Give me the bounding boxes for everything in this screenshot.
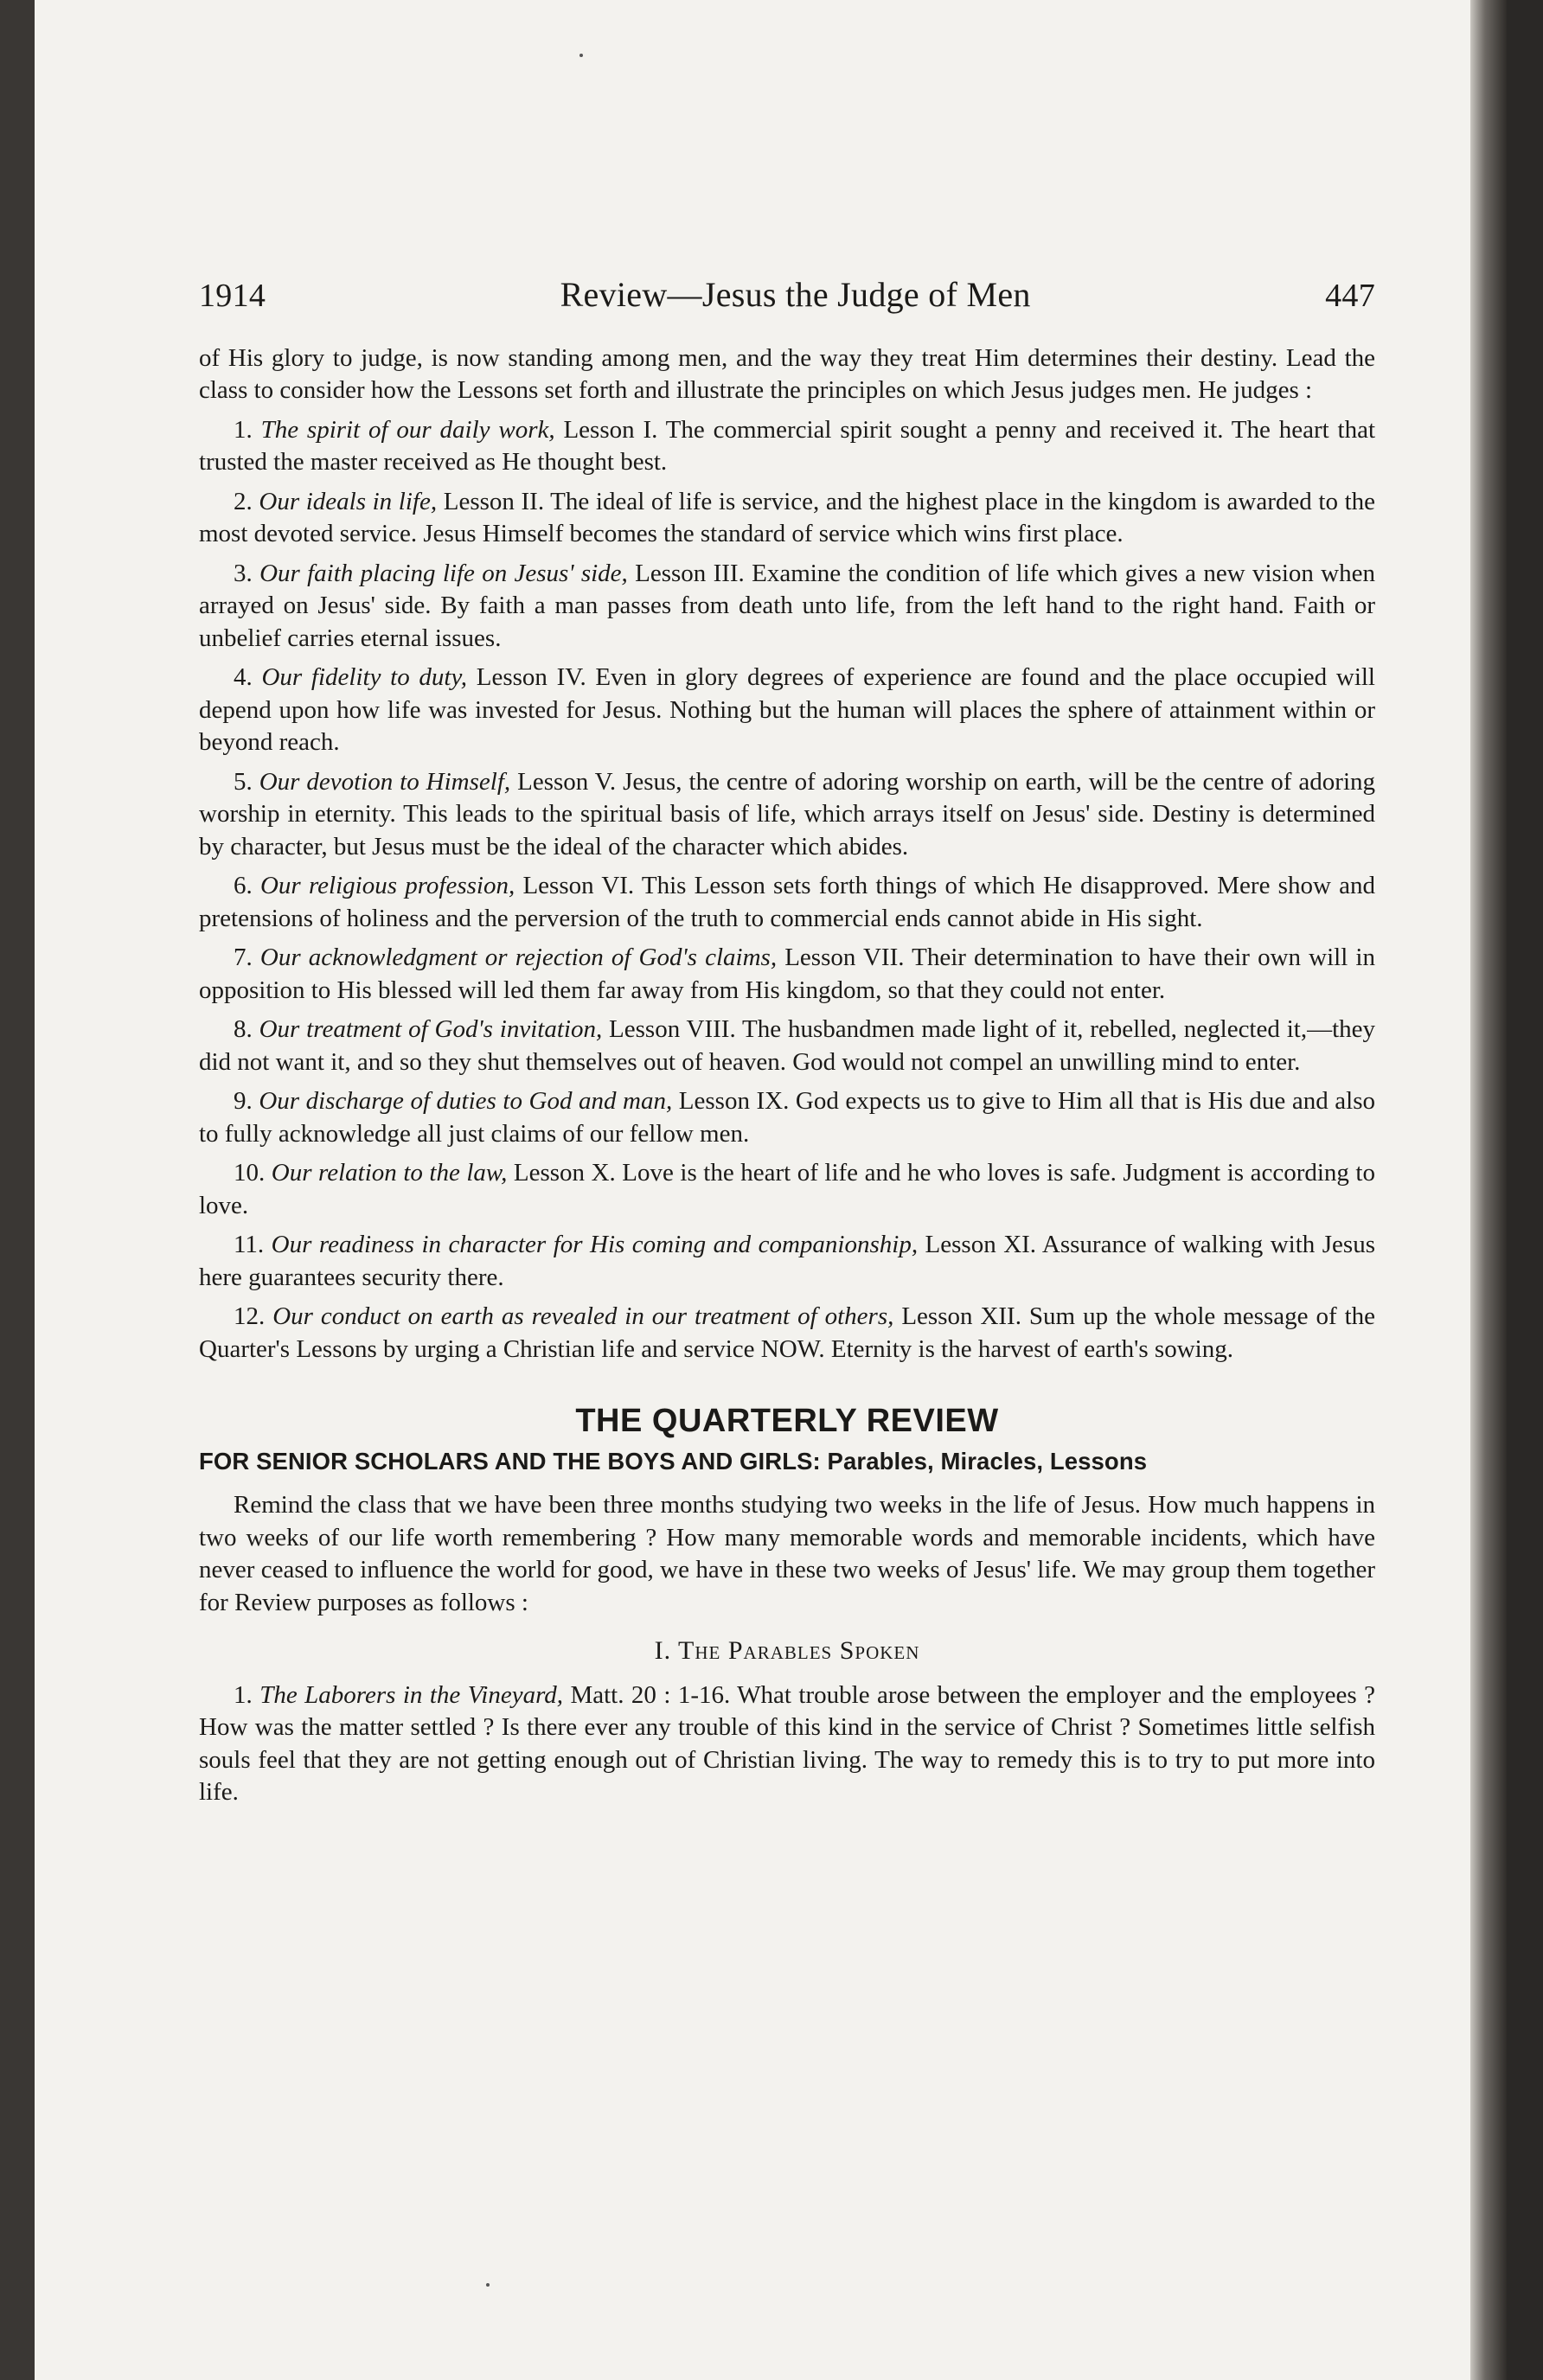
list-item: 5. Our devotion to Himself, Lesson V. Jesus, the centre of adoring worship on earth, will be the centre of adoring worship in eternity. This leads to the spiritual basis of life, which arrays itself on Jesus' side. Destiny is determined by character, but Jesus must be the ideal of the character which abides. [199,767,1375,861]
parables-subhead: I. The Parables Spoken [654,1636,920,1665]
review-intro-paragraph: Remind the class that we have been three months studying two weeks in the life of Jesus. How much happens in two weeks of our life worth remembering ? How many memorable words and memorable incidents, which have never ceased to influence the world for good, we have in these two weeks of Jesus' life. We may group them together for Review purposes as follows : [199,1491,1375,1616]
header-title: Review—Jesus the Judge of Men [560,275,1031,314]
book-page [35,0,1507,2380]
header-year: 1914 [199,278,266,314]
list-item: 9. Our discharge of duties to God and man, Lesson IX. God expects us to give to Him all that is His due and also to fully acknowledge all just claims of our fellow men. [199,1087,1375,1148]
book-edge-right [1470,0,1507,2380]
intro-paragraph: of His glory to judge, is now standing among men, and the way they treat Him determines their destiny. Lead the class to consider how the Lessons set forth and illustrate the principles on which Jesus judges men. He judges : [199,343,1375,404]
book-gutter-left [0,0,35,2380]
list-item: 1. The spirit of our daily work, Lesson I. The commercial spirit sought a penny and received it. The heart that trusted the master received as He thought best. [199,415,1376,476]
page-content [199,275,1376,1809]
list-item: 4. Our fidelity to duty, Lesson IV. Even in glory degrees of experience are found and the place occupied will depend upon how life was invested for Jesus. Nothing but the human will places the sphere of attainment within or beyond reach. [199,663,1375,756]
list-item: 12. Our conduct on earth as revealed in our treatment of others, Lesson XII. Sum up the whole message of the Quarter's Lessons by urging a Christian life and service NOW. Eternity is the harvest of earth's sowing. [199,1302,1376,1363]
list-item: 3. Our faith placing life on Jesus' side, Lesson III. Examine the condition of life which gives a new vision when arrayed on Jesus' side. By faith a man passes from death unto life, from the left hand to the right hand. Faith or unbelief carries eternal issues. [199,559,1375,652]
page-number: 447 [1325,278,1375,314]
list-item: 6. Our religious profession, Lesson VI. This Lesson sets forth things of which He disapproved. Mere show and pretensions of holiness and the perversion of the truth to commercial ends cannot abide in His sight. [199,872,1375,932]
list-item: 7. Our acknowledgment or rejection of God's claims, Lesson VII. Their determination to have their own will in opposition to His blessed will led them far away from His kingdom, so that they could not enter. [199,944,1375,1004]
lesson-list [199,414,1375,1366]
paper-speck [579,54,583,57]
list-item: 2. Our ideals in life, Lesson II. The ideal of life is service, and the highest place in the kingdom is awarded to the most devoted service. Jesus Himself becomes the standard of service which wins first place. [199,487,1375,547]
running-head [199,275,1375,314]
section-subtitle: FOR SENIOR SCHOLARS AND THE BOYS AND GIRLS: Parables, Miracles, Lessons [199,1447,1148,1475]
list-item: 10. Our relation to the law, Lesson X. Love is the heart of life and he who loves is safe. Judgment is according to love. [199,1159,1375,1219]
list-item: 8. Our treatment of God's invitation, Lesson VIII. The husbandmen made light of it, rebelled, neglected it,—they did not want it, and so they shut themselves out of heaven. God would not compel an unwilling mind to enter. [199,1015,1376,1076]
section-title: THE QUARTERLY REVIEW [575,1403,999,1439]
paper-speck [486,2283,490,2287]
list-item: 11. Our readiness in character for His coming and companionship, Lesson XI. Assurance of walking with Jesus here guarantees security there. [199,1231,1375,1291]
list-item: 1. The Laborers in the Vineyard, Matt. 20 : 1-16. What trouble arose between the employer and the employees ? How was the matter settled ? Is there ever any trouble of this kind in the service of Christ ? Sometimes little selfish souls feel that they are not getting enough out of Christian living. The way to remedy this is to try to put more into life. [199,1680,1375,1806]
